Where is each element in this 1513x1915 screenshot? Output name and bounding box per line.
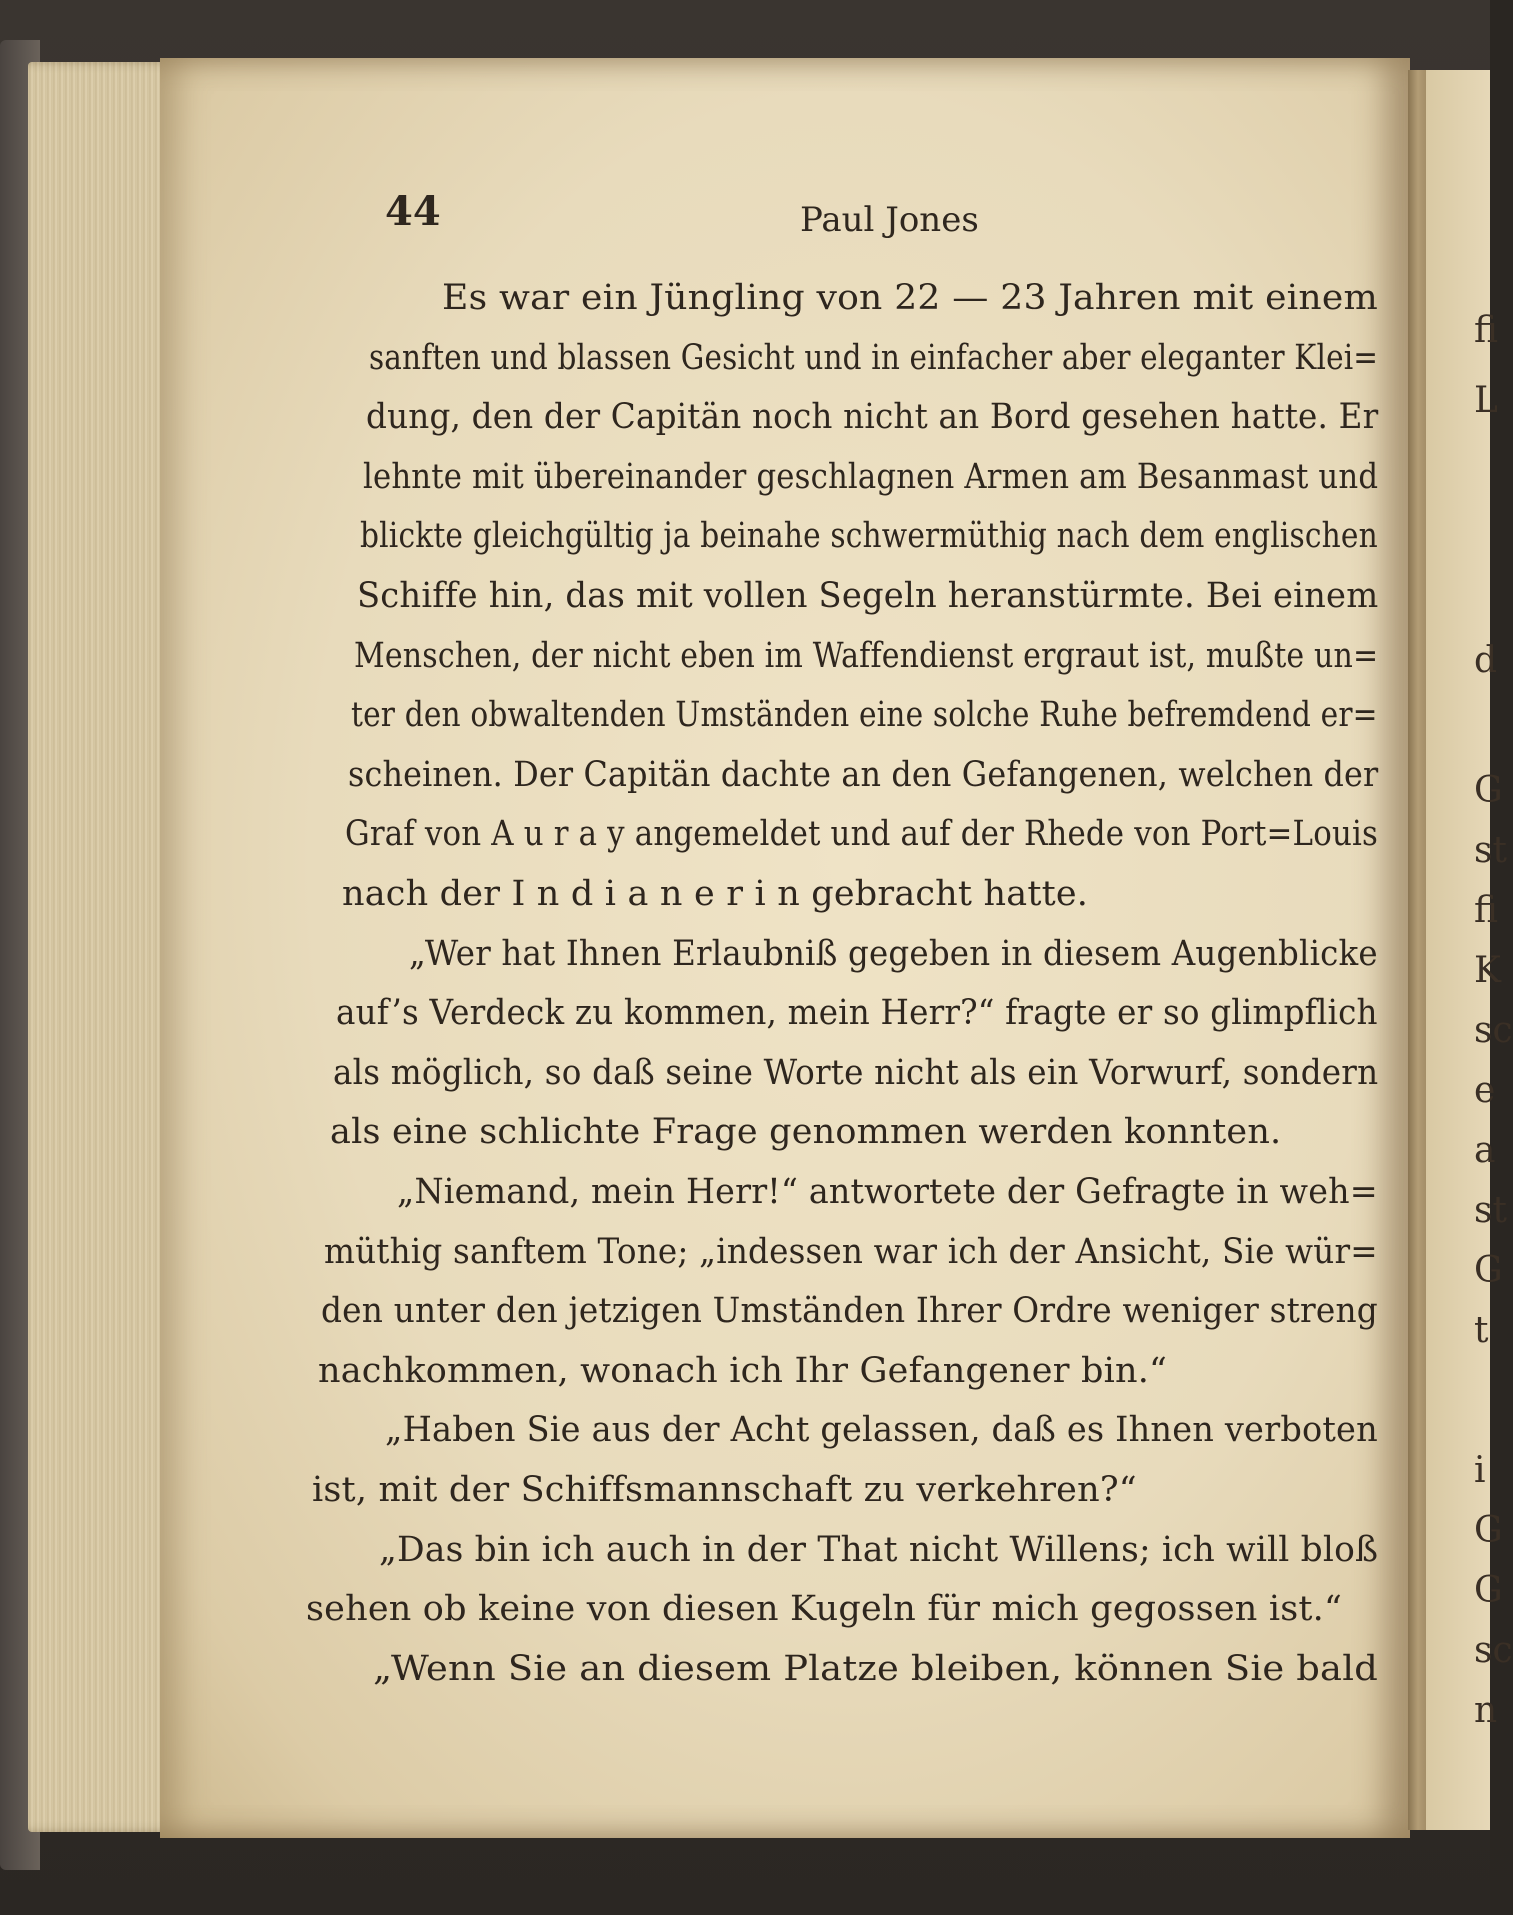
text-line: „Haben Sie aus der Acht gelassen, daß es Ihnen verboten (385, 1410, 1378, 1451)
text-line: lehnte mit übereinander geschlagnen Armen am Besanmast und (363, 456, 1379, 497)
facing-page-fragment: K (1474, 950, 1501, 991)
facing-page-fragment: G (1474, 1570, 1503, 1611)
facing-page-fragment: st (1474, 1190, 1507, 1231)
text-line: Schiffe hin, das mit vollen Segeln heranstürmte. Bei einem (357, 576, 1379, 616)
text-line: blickte gleichgültig ja beinahe schwermüthig nach dem englischen (360, 516, 1378, 557)
text-line: ist, mit der Schiffsmannschaft zu verkehren?“ (312, 1470, 1137, 1510)
page-stack-edge (28, 62, 178, 1832)
text-line: Graf von A u r a y angemeldet und auf der Rhede von Port=Louis (345, 814, 1379, 855)
facing-page-fragment: a (1474, 1130, 1496, 1171)
facing-page-fragment: G (1474, 770, 1503, 811)
facing-page-fragment: L (1474, 380, 1498, 421)
facing-page-fragment: sc (1474, 1630, 1513, 1671)
book-gutter (1408, 70, 1428, 1830)
facing-page-fragment: fi (1474, 310, 1499, 351)
text-line: müthig sanftem Tone; „indessen war ich der Ansicht, Sie wür= (324, 1231, 1378, 1272)
text-line: nachkommen, wonach ich Ihr Gefangener bin.“ (318, 1350, 1168, 1391)
text-line: nach der I n d i a n e r i n gebracht hatte. (342, 874, 1089, 914)
text-line: Menschen, der nicht eben im Waffendienst ergraut ist, mußte un= (354, 635, 1379, 676)
text-line: als möglich, so daß seine Worte nicht als ein Vorwurf, sondern (333, 1052, 1379, 1093)
facing-page-fragment: e (1474, 1070, 1496, 1111)
facing-page-fragment: n (1474, 1690, 1498, 1731)
text-line: den unter den jetzigen Umständen Ihrer Ordre weniger streng (321, 1291, 1378, 1332)
page-number: 44 (385, 188, 441, 235)
text-line: scheinen. Der Capitän dachte an den Gefangenen, welchen der (348, 754, 1379, 795)
text-line: „Das bin ich auch in der That nicht Willens; ich will bloß (379, 1529, 1379, 1570)
running-head: Paul Jones (800, 200, 979, 240)
text-line: dung, den der Capitän noch nicht an Bord gesehen hatte. Er (366, 397, 1379, 438)
text-line: ter den obwaltenden Umständen eine solche Ruhe befremdend er= (351, 695, 1378, 736)
text-line: „Wenn Sie an diesem Platze bleiben, können Sie bald (373, 1648, 1379, 1689)
facing-page-fragment: st (1474, 830, 1507, 871)
text-line: als eine schlichte Frage genommen werden konnten. (330, 1112, 1282, 1153)
facing-page-fragment: fi (1474, 890, 1499, 931)
facing-page-fragment: d (1474, 640, 1498, 681)
text-line: sehen ob keine von diesen Kugeln für mich gegossen ist.“ (306, 1589, 1343, 1630)
text-line: „Wer hat Ihnen Erlaubniß gegeben in diesem Augenblicke (409, 933, 1378, 974)
facing-page-fragment: G (1474, 1510, 1503, 1551)
text-line: „Niemand, mein Herr!“ antwortete der Gefragte in weh= (397, 1172, 1378, 1212)
text-line: auf’s Verdeck zu kommen, mein Herr?“ fragte er so glimpflich (336, 993, 1378, 1034)
facing-page-fragment: t (1474, 1310, 1489, 1351)
facing-page-fragment: sc (1474, 1010, 1513, 1051)
text-line: sanften und blassen Gesicht und in einfacher aber eleganter Klei= (369, 337, 1379, 378)
facing-page-fragment: i (1474, 1450, 1486, 1491)
text-line: Es war ein Jüngling von 22 — 23 Jahren mit einem (442, 278, 1378, 318)
facing-page-fragment: G (1474, 1250, 1503, 1291)
